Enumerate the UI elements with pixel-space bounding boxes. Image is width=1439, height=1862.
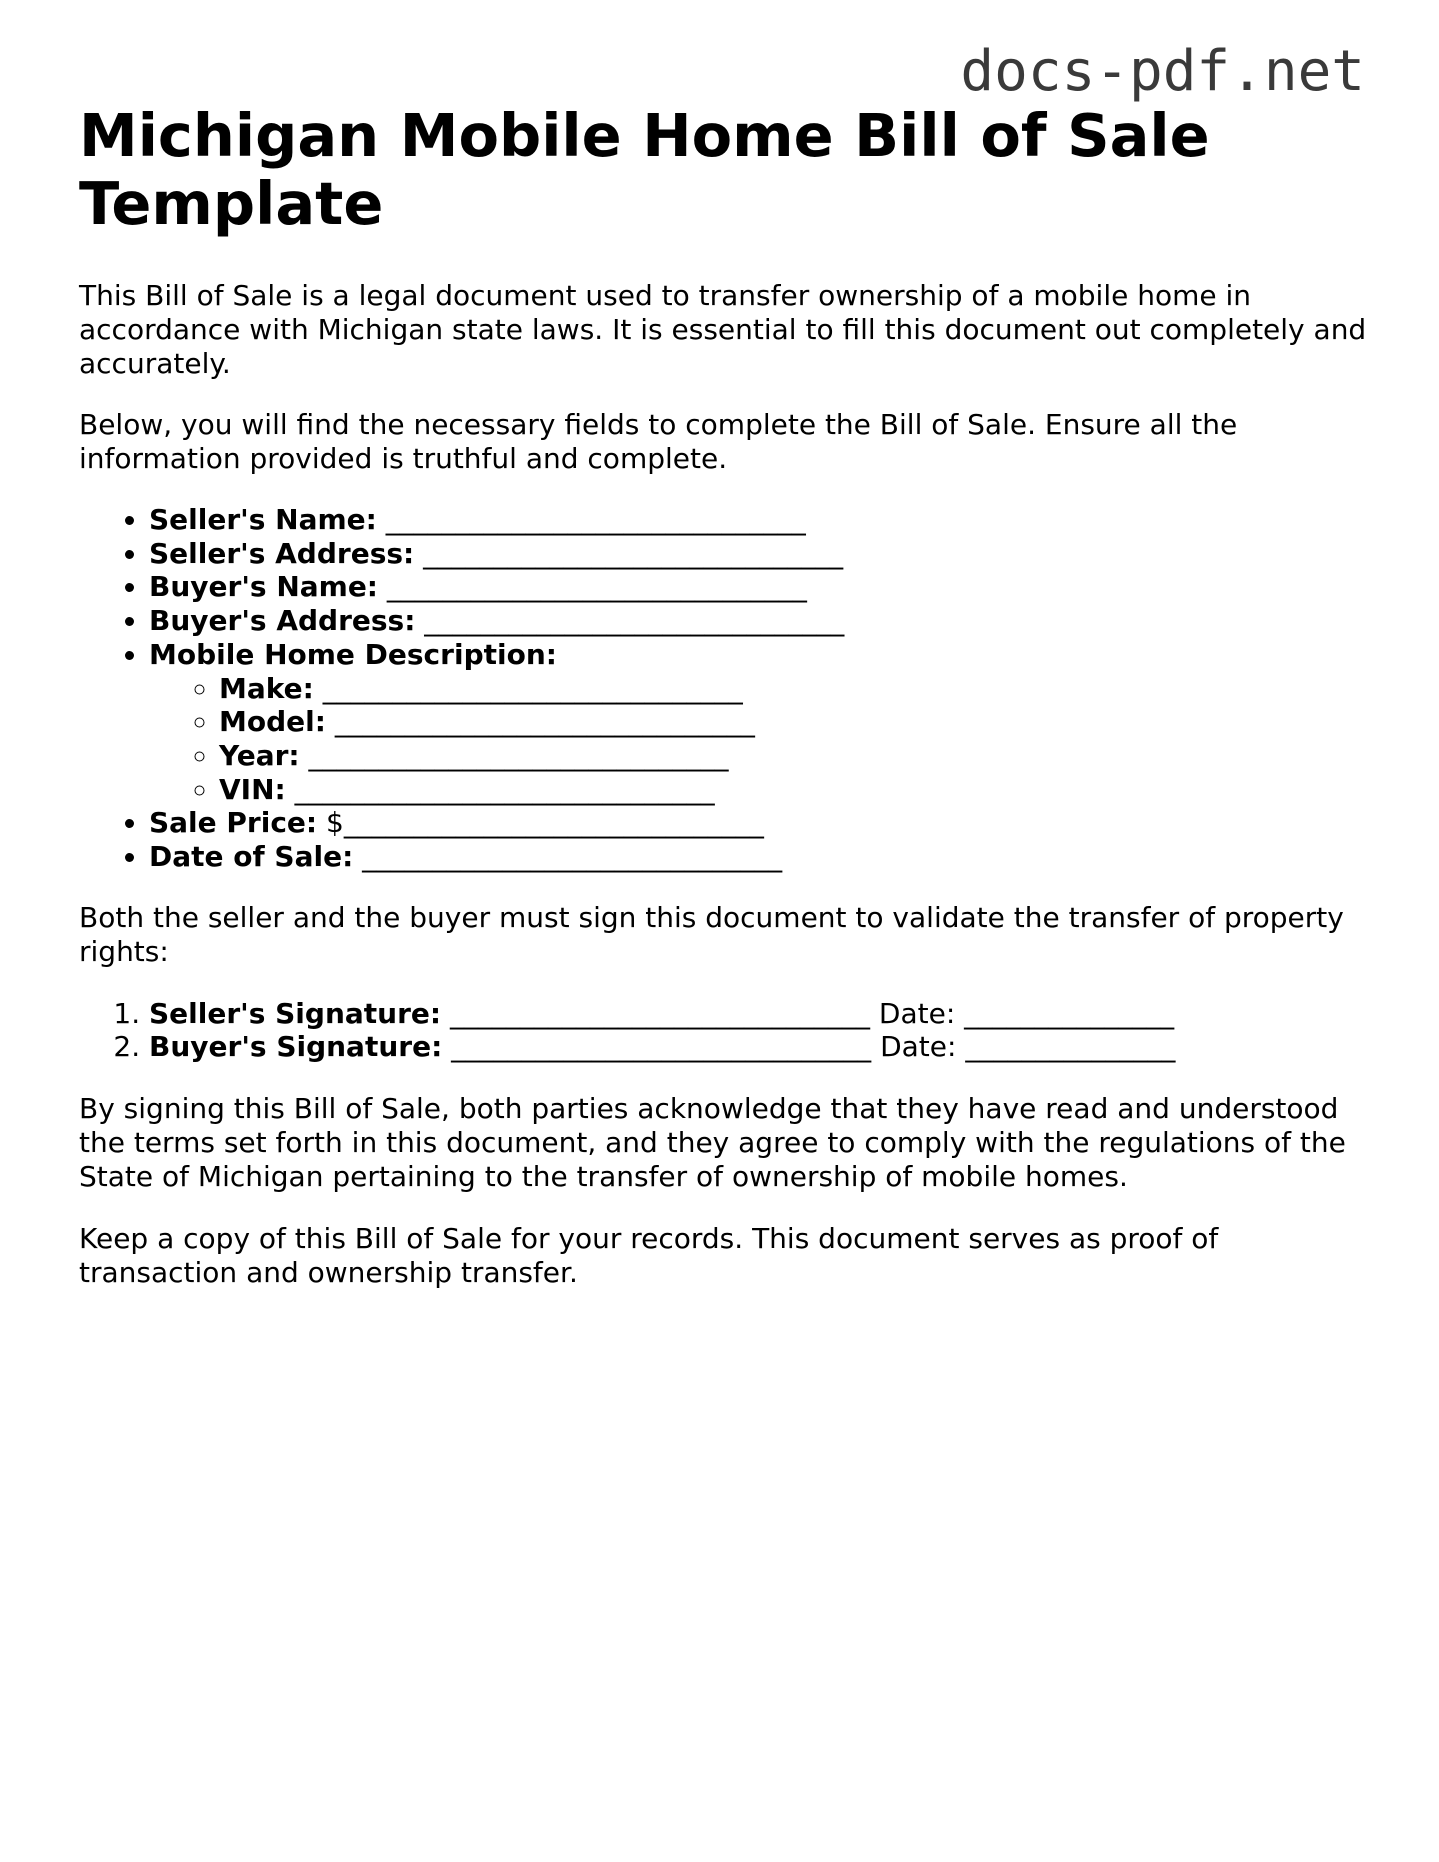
field-label: Buyer's Address: [149,604,416,638]
signatures-intro-paragraph: Both the seller and the buyer must sign this document to validate the transfer of property rights: [79,900,1344,968]
field-vin [219,773,1369,807]
field-label: Model: [219,705,326,739]
signature-buyer [149,1030,1369,1064]
field-seller-address [149,537,1369,571]
field-blank: ______________________________ [414,536,844,570]
field-make [219,672,1369,706]
signature-seller [149,997,1369,1031]
field-blank: ______________________________ [313,671,743,705]
signature-blank: ______________________________ Date: _______________ [442,1030,1176,1064]
intro-paragraph: This Bill of Sale is a legal document used to transfer ownership of a mobile home in accordance with Michigan state laws. It is essential to fill this document out completely and accurately. [79,279,1367,380]
document-page [79,102,1369,1290]
fields-intro-paragraph: Below, you will find the necessary fields to complete the Bill of Sale. Ensure all the information provided is truthful and complete. [79,408,1238,475]
field-blank: ______________________________ [376,503,806,536]
field-seller-name [149,503,1369,537]
field-sale-price [149,806,1369,840]
records-note-paragraph: Keep a copy of this Bill of Sale for your records. This document serves as proof of transaction and ownership transfer. [79,1222,1219,1290]
field-label: Mobile Home Description: [149,637,557,671]
description-sublist [149,672,1369,807]
signature-blank: ______________________________ Date: _______________ [441,996,1175,1030]
field-blank: $______________________________ [317,806,764,840]
field-blank: ______________________________ [285,772,715,806]
field-blank: ______________________________ [378,570,807,604]
field-label: Year: [219,738,300,772]
field-label: Buyer's Name: [149,570,379,604]
field-date-of-sale [149,840,1369,874]
watermark: docs-pdf.net [960,39,1365,104]
field-blank: ______________________________ [325,705,755,739]
signature-label: Seller's Signature: [149,996,442,1030]
field-mobile-home-description [149,638,1369,807]
field-buyer-name [149,570,1369,604]
field-year [219,739,1369,773]
field-label: Date of Sale: [149,840,354,874]
field-label: Make: [219,671,314,705]
fields-list [79,503,1369,874]
acknowledgment-paragraph: By signing this Bill of Sale, both parties acknowledge that they have read and understood the terms set forth in this document, and they agree to comply with the regulations of the State of Michigan pertaining to the transfer of ownership of mobile homes. [79,1092,1346,1194]
field-blank: ______________________________ [353,840,783,874]
signatures-list [79,997,1369,1064]
field-model [219,705,1369,739]
field-blank: ______________________________ [299,738,729,772]
field-label: Seller's Address: [149,536,415,570]
field-label: VIN: [219,772,286,806]
field-label: Sale Price: [149,806,318,840]
field-label: Seller's Name: [149,503,377,536]
field-blank: ______________________________ [415,604,845,638]
signature-label: Buyer's Signature: [149,1030,443,1064]
field-buyer-address [149,604,1369,638]
page-title: Michigan Mobile Home Bill of Sale Template [79,101,1210,238]
